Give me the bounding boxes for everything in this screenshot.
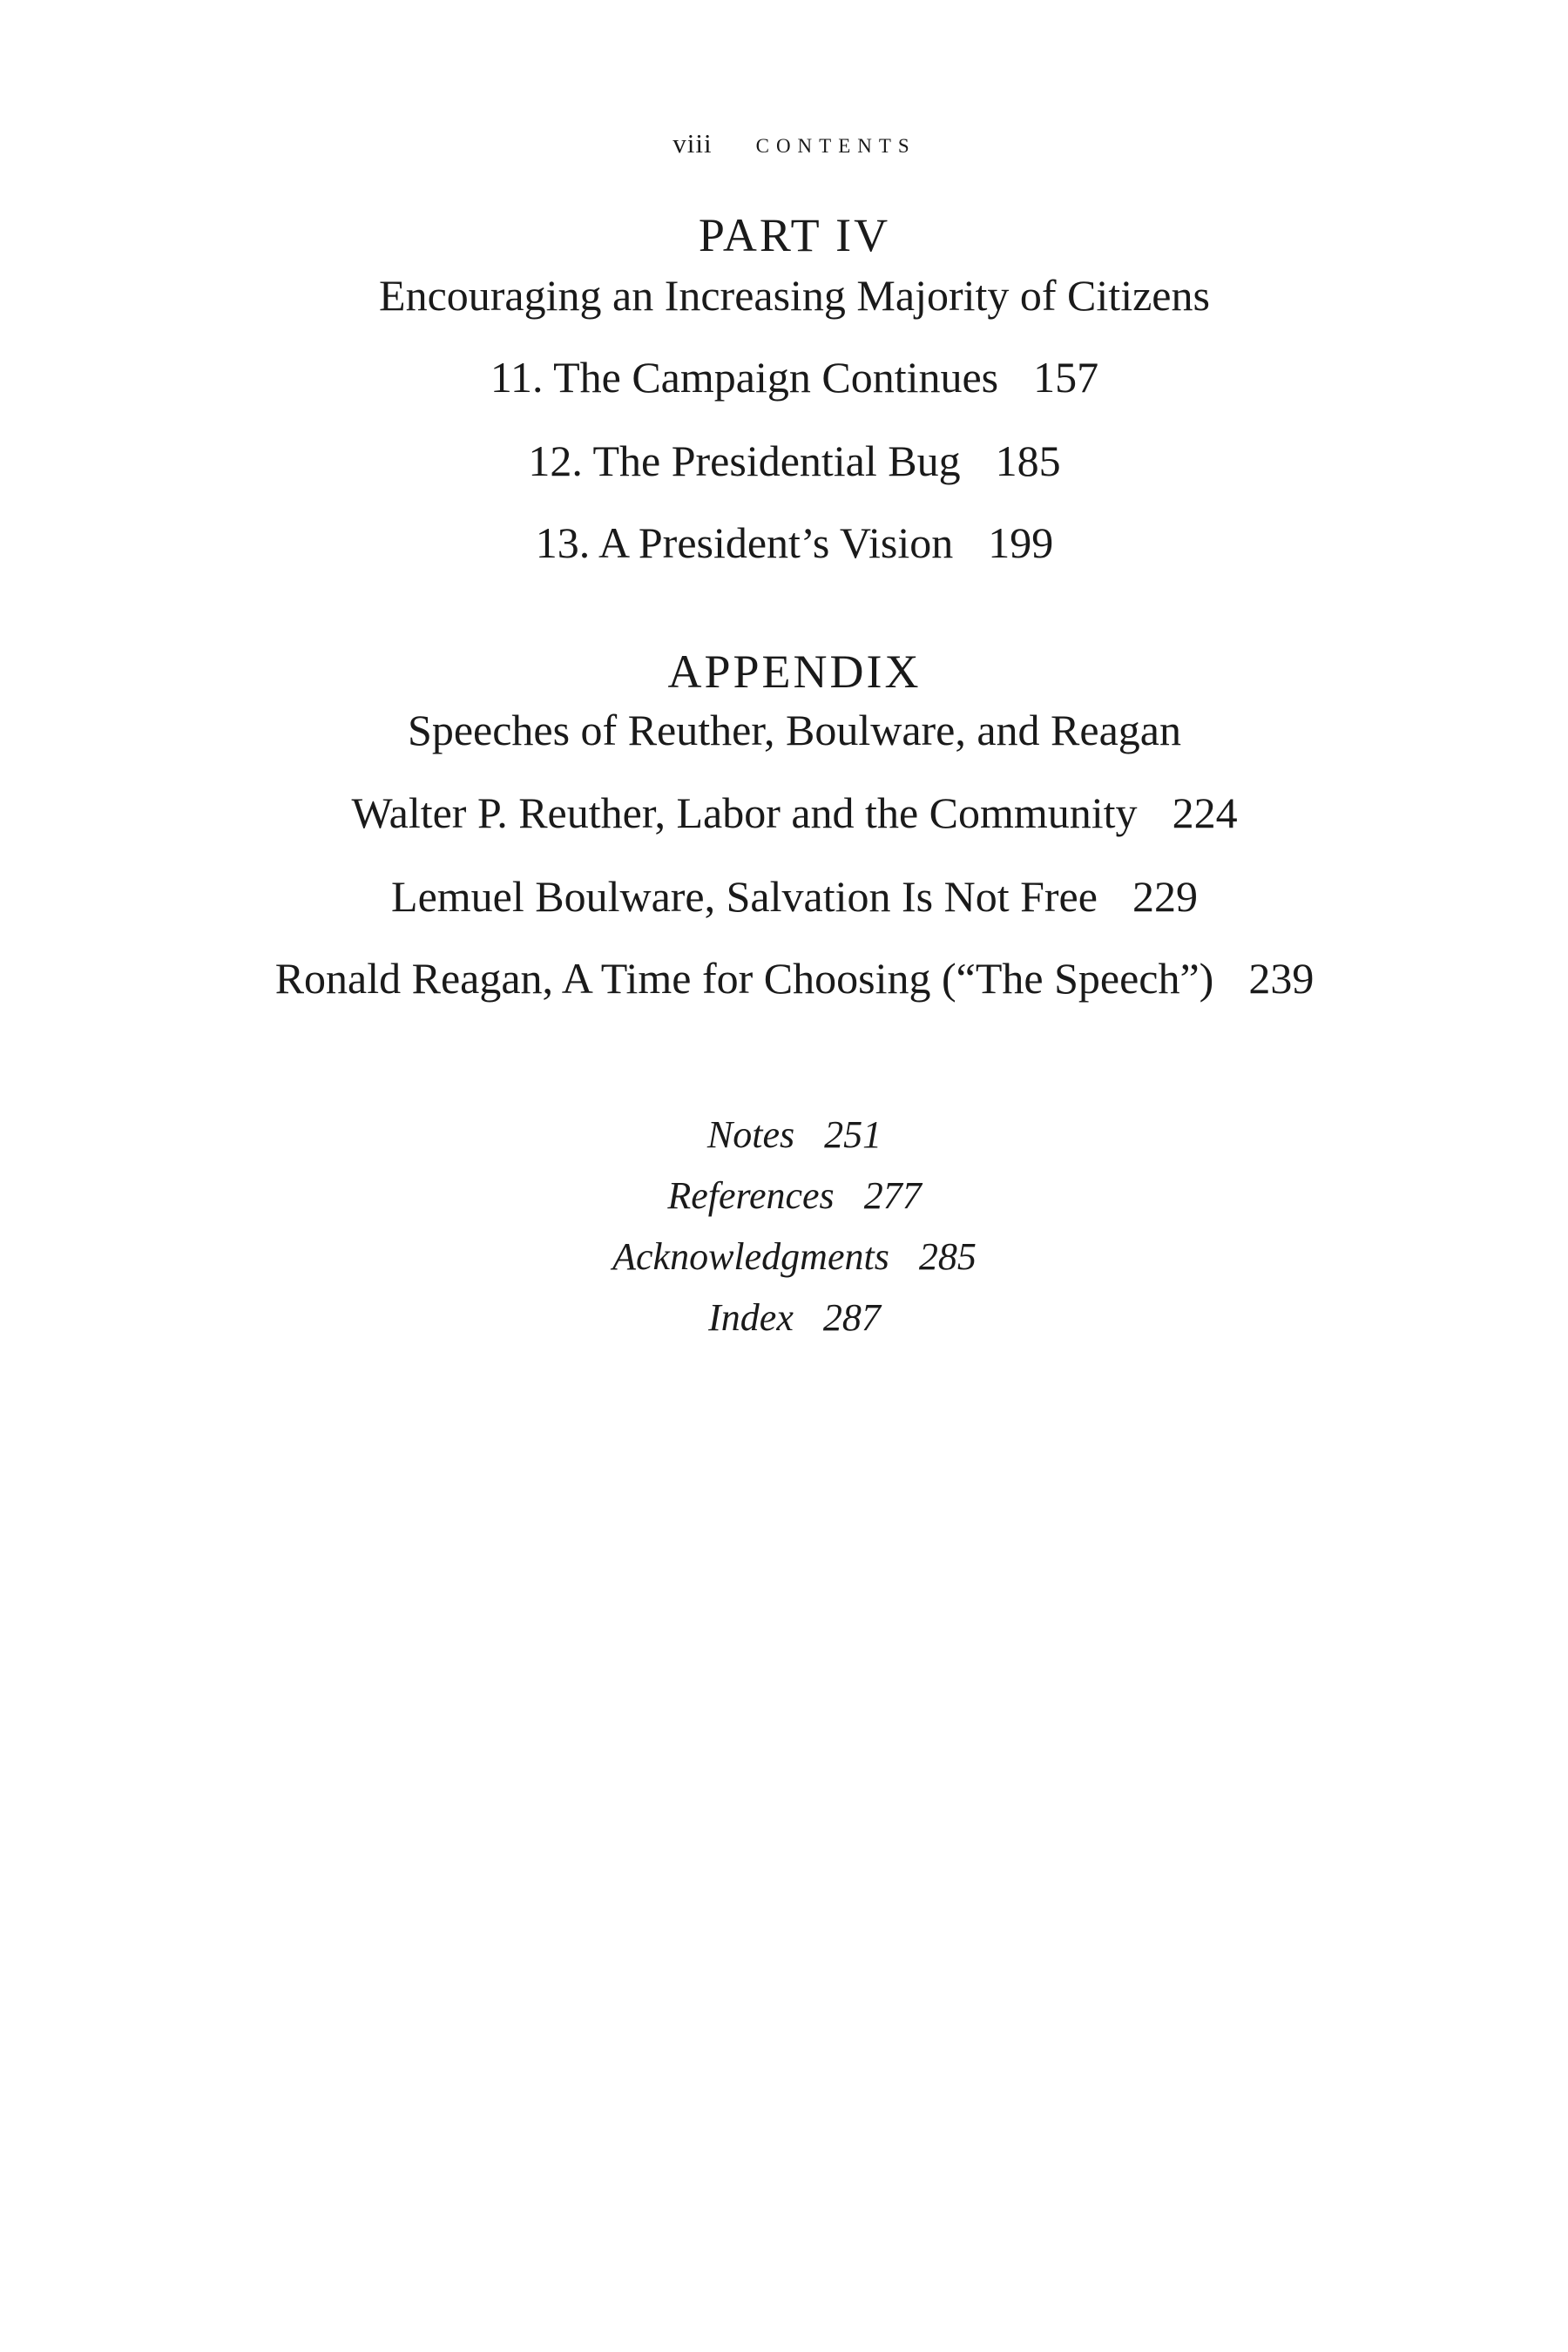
backmatter-label: Acknowledgments [612,1235,889,1278]
running-header [21,130,1568,157]
toc-entry-page: 185 [995,436,1061,485]
toc-entry [21,353,1568,402]
toc-entry [21,436,1568,485]
backmatter-entry [21,1113,1568,1156]
appendix-heading: APPENDIX [667,645,922,698]
folio-page-number: viii [672,128,713,159]
toc-entry [21,954,1568,1003]
toc-entry-page: 199 [988,518,1054,567]
backmatter-page: 285 [918,1235,977,1278]
toc-entry [21,788,1568,837]
backmatter-page: 287 [822,1296,881,1339]
backmatter-entry [21,1174,1568,1217]
toc-entry-label: Ronald Reagan, A Time for Choosing (“The Speech”) [274,954,1214,1003]
backmatter-label: References [667,1174,835,1217]
appendix-subtitle: Speeches of Reuther, Boulware, and Reagan [408,706,1181,754]
running-head-title: CONTENTS [755,135,916,157]
backmatter-page: 277 [863,1174,922,1217]
toc-entry-label: 13. A President’s Vision [535,518,954,567]
toc-entry-page: 157 [1033,353,1099,402]
toc-entry [21,872,1568,921]
toc-entry-page: 224 [1172,788,1238,837]
toc-entry-page: 239 [1248,954,1315,1003]
toc-entry-page: 229 [1132,872,1198,921]
backmatter-entry [21,1235,1568,1278]
toc-entry-label: Lemuel Boulware, Salvation Is Not Free [391,872,1098,921]
toc-entry-label: Walter P. Reuther, Labor and the Community [351,788,1138,837]
backmatter-page: 251 [824,1113,882,1156]
backmatter-label: Index [708,1296,794,1339]
toc-entry [21,518,1568,567]
toc-entry-label: 11. The Campaign Continues [490,353,999,402]
backmatter-label: Notes [706,1113,795,1156]
toc-entry-label: 12. The Presidential Bug [528,436,961,485]
part-heading: PART IV [698,209,891,261]
backmatter-entry [21,1296,1568,1339]
part-subtitle: Encouraging an Increasing Majority of Citizens [379,271,1210,320]
